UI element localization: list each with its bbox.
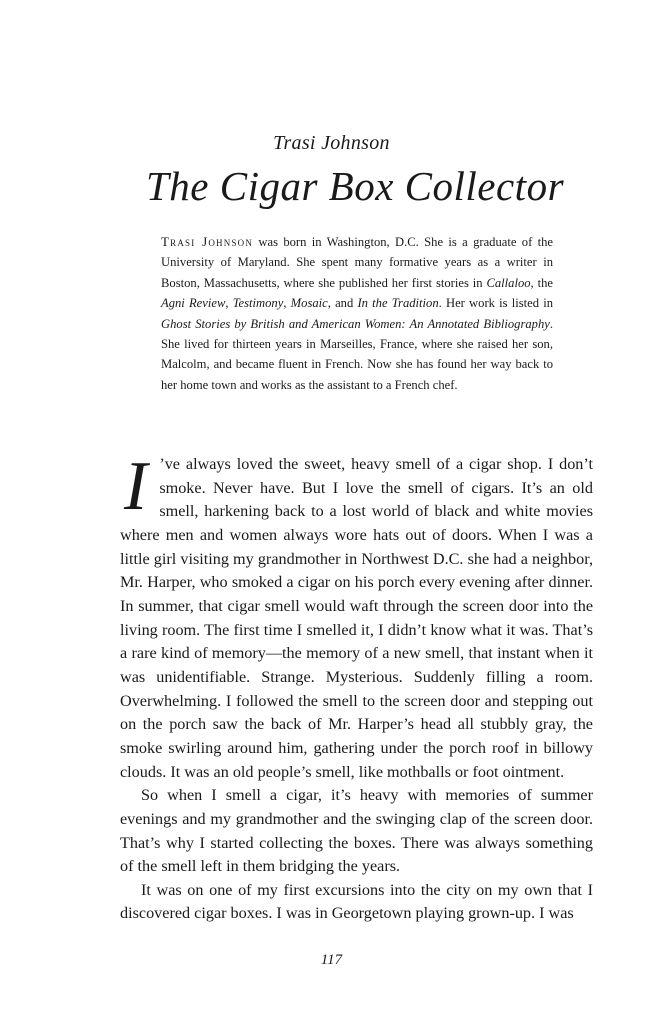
bio-publication: Mosaic (290, 296, 328, 311)
bio-author-name: Trasi Johnson (161, 234, 254, 249)
story-paragraph: So when I smell a cigar, it’s heavy with memories of summer evenings and my grandmother and the swinging clap of the screen door. That’s why I started collecting the boxes. There was always something of the smell left in them bridging the years. (120, 786, 593, 876)
bio-publication: Testimony (232, 296, 284, 311)
story-body (120, 448, 593, 926)
page-number: 117 (320, 952, 343, 968)
bio-text: , (283, 296, 291, 311)
story-paragraph: It was on one of my first excursions into the city on my own that I discovered cigar boxes. I was in Georgetown playing grown-up. I was (120, 880, 593, 923)
bio-text: was born in Washington, D.C. She is a graduate of the University of Maryland. She spent many formative years as a writer in Boston, Massachusetts, where she published her first stories in (161, 235, 553, 290)
story-paragraph-text: ’ve always loved the sweet, heavy smell of a cigar shop. I don’t smoke. Never have. But I love the smell of cigars. It’s an old smell, harkening back to a lost world of black and white movies where men and women always wore hats out of doors. When I was a little girl visiting my grandmother in Northwest D.C. she had a neighbor, Mr. Harper, who smoked a cigar on his porch every evening after dinner. In summer, that cigar smell would waft through the screen door into the living room. The first time I smelled it, I didn’t know what it was. That’s a rare kind of memory—the memory of a new smell, that instant when it was unidentifiable. Strange. Mysterious. Suddenly filling a room. Overwhelming. I followed the smell to the screen door and stepping out on the porch saw the back of Mr. Harper’s head all stubbly gray, the smoke swirling around him, gathering under the porch roof in billowy clouds. It was an old people’s smell, like mothballs or foot ointment. (120, 455, 593, 781)
bio-publication: Callaloo (486, 275, 531, 290)
story-title: The Cigar Box Collector (145, 163, 565, 209)
bio-publication: In the Tradition (357, 296, 439, 311)
bio-publication: Agni Review (161, 296, 226, 311)
bio-publication: Ghost Stories by British and American Women: An Annotated Bibliography (161, 316, 550, 331)
bio-text: , (225, 296, 233, 311)
author-heading: Trasi Johnson (273, 132, 390, 154)
drop-cap: I (124, 448, 148, 525)
story-paragraph (120, 448, 593, 784)
bio-text: , and (327, 296, 358, 311)
bio-text: , the (530, 275, 553, 290)
bio-text: . She lived for thirteen years in Marseilles, France, where she raised her son, Malcolm, and became fluent in French. Now she has found her way back to her home town and works as the assistant to a French chef. (161, 316, 553, 392)
bio-text: . Her work is listed in (438, 296, 554, 311)
author-bio (161, 232, 553, 395)
